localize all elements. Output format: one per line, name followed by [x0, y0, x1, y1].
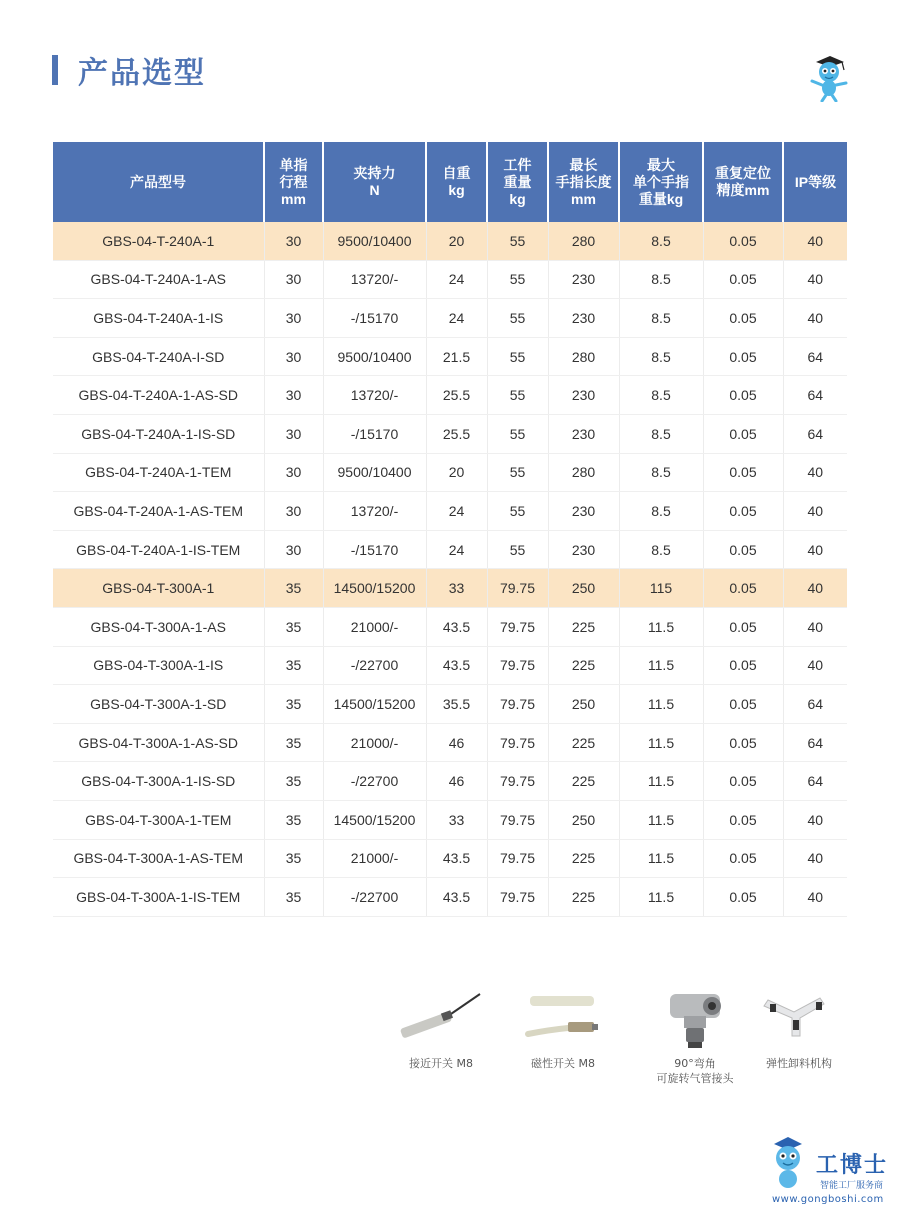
product-spec-table: [53, 142, 847, 917]
cell-ip: 40: [783, 260, 847, 299]
cell-payload: 79.75: [487, 646, 548, 685]
cell-payload: 79.75: [487, 878, 548, 917]
cell-force: 13720/-: [323, 492, 426, 531]
cell-model: GBS-04-T-240A-1: [53, 222, 264, 260]
cell-weight: 43.5: [426, 646, 487, 685]
cell-finger-wt: 8.5: [619, 299, 703, 338]
cell-stroke: 30: [264, 492, 323, 531]
cell-payload: 55: [487, 414, 548, 453]
title-accent-bar: [52, 55, 58, 85]
cell-model: GBS-04-T-300A-1-AS: [53, 607, 264, 646]
table-row: [53, 337, 847, 376]
cell-model: GBS-04-T-240A-1-TEM: [53, 453, 264, 492]
cell-model: GBS-04-T-300A-1-TEM: [53, 800, 264, 839]
column-header-line: kg: [509, 190, 526, 207]
cell-finger-wt: 8.5: [619, 530, 703, 569]
cell-weight: 25.5: [426, 414, 487, 453]
elbow-fitting-icon: [640, 990, 750, 1050]
cell-finger-len: 230: [548, 376, 619, 415]
cell-stroke: 30: [264, 453, 323, 492]
cell-stroke: 30: [264, 376, 323, 415]
cell-repeat: 0.05: [703, 376, 783, 415]
cell-repeat: 0.05: [703, 337, 783, 376]
table-row: [53, 569, 847, 608]
cell-stroke: 35: [264, 839, 323, 878]
cell-finger-len: 225: [548, 762, 619, 801]
cell-force: 9500/10400: [323, 337, 426, 376]
cell-ip: 40: [783, 453, 847, 492]
column-header-line: 重复定位: [715, 165, 771, 181]
table-row: [53, 762, 847, 801]
cell-ip: 64: [783, 685, 847, 724]
cell-payload: 79.75: [487, 685, 548, 724]
cell-finger-wt: 11.5: [619, 839, 703, 878]
cell-payload: 79.75: [487, 607, 548, 646]
cell-payload: 55: [487, 530, 548, 569]
accessory-proximity-switch: [386, 990, 496, 1071]
column-header-line: 夹持力: [353, 165, 396, 181]
cell-finger-wt: 11.5: [619, 607, 703, 646]
cell-model: GBS-04-T-300A-1-IS: [53, 646, 264, 685]
logo-tagline: 智能工厂服务商: [820, 1181, 884, 1191]
cell-finger-wt: 8.5: [619, 337, 703, 376]
column-header-line: 单指: [279, 156, 308, 173]
cell-weight: 43.5: [426, 839, 487, 878]
cell-model: GBS-04-T-240A-1-IS-SD: [53, 414, 264, 453]
cell-stroke: 35: [264, 878, 323, 917]
cell-finger-wt: 11.5: [619, 800, 703, 839]
column-header-line: mm: [571, 190, 596, 207]
table-row: [53, 839, 847, 878]
cell-finger-len: 280: [548, 222, 619, 260]
cell-weight: 24: [426, 530, 487, 569]
cell-stroke: 35: [264, 646, 323, 685]
cell-repeat: 0.05: [703, 569, 783, 608]
cell-repeat: 0.05: [703, 530, 783, 569]
cell-finger-len: 280: [548, 337, 619, 376]
cell-weight: 33: [426, 800, 487, 839]
cell-ip: 64: [783, 762, 847, 801]
cell-model: GBS-04-T-300A-1-IS-TEM: [53, 878, 264, 917]
cell-force: 21000/-: [323, 723, 426, 762]
cell-repeat: 0.05: [703, 222, 783, 260]
cell-finger-len: 225: [548, 723, 619, 762]
cell-stroke: 30: [264, 530, 323, 569]
column-header: [264, 142, 323, 222]
cell-weight: 35.5: [426, 685, 487, 724]
table-row: [53, 878, 847, 917]
table-row: [53, 414, 847, 453]
column-header-line: 精度mm: [716, 182, 770, 198]
spring-ejector-icon: [744, 990, 854, 1050]
cell-ip: 40: [783, 492, 847, 531]
cell-finger-wt: 8.5: [619, 492, 703, 531]
cell-finger-len: 225: [548, 839, 619, 878]
column-header: [703, 142, 783, 222]
cell-finger-wt: 11.5: [619, 646, 703, 685]
cell-weight: 46: [426, 762, 487, 801]
column-header: [53, 142, 264, 222]
cell-finger-wt: 8.5: [619, 222, 703, 260]
cell-force: 21000/-: [323, 839, 426, 878]
table-row: [53, 453, 847, 492]
cell-model: GBS-04-T-300A-1-AS-SD: [53, 723, 264, 762]
column-header-line: 最长: [569, 156, 598, 173]
cell-force: 14500/15200: [323, 569, 426, 608]
cell-ip: 40: [783, 569, 847, 608]
cell-ip: 40: [783, 878, 847, 917]
cell-weight: 20: [426, 222, 487, 260]
cell-finger-len: 225: [548, 878, 619, 917]
cell-finger-len: 280: [548, 453, 619, 492]
column-header: [487, 142, 548, 222]
cell-ip: 64: [783, 376, 847, 415]
column-header-line: 产品型号: [130, 173, 186, 190]
cell-model: GBS-04-T-240A-1-AS-TEM: [53, 492, 264, 531]
cell-weight: 25.5: [426, 376, 487, 415]
table-row: [53, 492, 847, 531]
cell-ip: 64: [783, 414, 847, 453]
cell-payload: 79.75: [487, 569, 548, 608]
column-header: [783, 142, 847, 222]
cell-ip: 40: [783, 530, 847, 569]
cell-force: 13720/-: [323, 376, 426, 415]
cell-finger-len: 250: [548, 685, 619, 724]
cell-model: GBS-04-T-300A-1-IS-SD: [53, 762, 264, 801]
cell-finger-wt: 11.5: [619, 762, 703, 801]
cell-stroke: 35: [264, 762, 323, 801]
mascot-icon: [806, 52, 850, 102]
cell-stroke: 35: [264, 569, 323, 608]
gongboshi-logo: [764, 1134, 894, 1210]
table-row: [53, 723, 847, 762]
column-header-line: mm: [281, 190, 306, 207]
table-row: [53, 800, 847, 839]
cell-stroke: 35: [264, 800, 323, 839]
cell-payload: 79.75: [487, 723, 548, 762]
cell-model: GBS-04-T-240A-1-AS-SD: [53, 376, 264, 415]
cell-repeat: 0.05: [703, 260, 783, 299]
cell-model: GBS-04-T-300A-1: [53, 569, 264, 608]
cell-force: 14500/15200: [323, 685, 426, 724]
cell-payload: 55: [487, 492, 548, 531]
cell-model: GBS-04-T-300A-1-SD: [53, 685, 264, 724]
cell-finger-len: 225: [548, 607, 619, 646]
logo-url: www.gongboshi.com: [772, 1194, 884, 1205]
column-header: [548, 142, 619, 222]
table-row: [53, 260, 847, 299]
column-header-line: 手指长度: [555, 173, 612, 190]
cell-payload: 79.75: [487, 762, 548, 801]
cell-weight: 43.5: [426, 878, 487, 917]
cell-repeat: 0.05: [703, 492, 783, 531]
cell-weight: 21.5: [426, 337, 487, 376]
cell-weight: 46: [426, 723, 487, 762]
cell-ip: 64: [783, 337, 847, 376]
cell-repeat: 0.05: [703, 762, 783, 801]
cell-repeat: 0.05: [703, 685, 783, 724]
cell-repeat: 0.05: [703, 453, 783, 492]
cell-weight: 43.5: [426, 607, 487, 646]
accessory-elbow-fitting: [640, 990, 750, 1086]
section-title: [52, 52, 206, 91]
cell-force: -/15170: [323, 299, 426, 338]
column-header: [426, 142, 487, 222]
cell-finger-wt: 8.5: [619, 453, 703, 492]
cell-ip: 40: [783, 222, 847, 260]
cell-finger-wt: 8.5: [619, 414, 703, 453]
cell-force: -/22700: [323, 878, 426, 917]
cell-force: -/15170: [323, 530, 426, 569]
cell-weight: 20: [426, 453, 487, 492]
cell-weight: 24: [426, 299, 487, 338]
table-row: [53, 222, 847, 260]
accessory-magnetic-switch: [508, 990, 618, 1071]
cell-repeat: 0.05: [703, 878, 783, 917]
cell-finger-len: 230: [548, 260, 619, 299]
cell-model: GBS-04-T-240A-1-IS-TEM: [53, 530, 264, 569]
logo-mascot-icon: [764, 1134, 814, 1192]
cell-force: 9500/10400: [323, 222, 426, 260]
cell-payload: 55: [487, 260, 548, 299]
table-row: [53, 530, 847, 569]
column-header: [323, 142, 426, 222]
cell-ip: 40: [783, 607, 847, 646]
cell-stroke: 30: [264, 299, 323, 338]
cell-repeat: 0.05: [703, 723, 783, 762]
column-header-line: 行程: [279, 173, 308, 190]
table-header-row: [53, 142, 847, 222]
cell-weight: 24: [426, 260, 487, 299]
cell-force: -/15170: [323, 414, 426, 453]
cell-finger-wt: 11.5: [619, 878, 703, 917]
accessory-label: 磁性开关 M8: [531, 1057, 595, 1070]
cell-force: -/22700: [323, 646, 426, 685]
column-header-line: kg: [448, 182, 465, 198]
magnetic-switch-icon: [508, 990, 618, 1050]
cell-finger-len: 250: [548, 800, 619, 839]
cell-repeat: 0.05: [703, 607, 783, 646]
proximity-switch-icon: [386, 990, 496, 1050]
table-row: [53, 376, 847, 415]
column-header-line: 最大: [647, 156, 675, 173]
cell-repeat: 0.05: [703, 839, 783, 878]
cell-finger-len: 230: [548, 492, 619, 531]
cell-payload: 55: [487, 222, 548, 260]
accessory-label: 弹性卸料机构: [766, 1057, 832, 1070]
cell-stroke: 30: [264, 414, 323, 453]
column-header-line: 重量kg: [638, 190, 684, 207]
table-row: [53, 299, 847, 338]
cell-weight: 33: [426, 569, 487, 608]
column-header-line: IP等级: [794, 173, 837, 190]
column-header-line: 自重: [442, 165, 471, 181]
cell-repeat: 0.05: [703, 414, 783, 453]
cell-payload: 55: [487, 376, 548, 415]
cell-force: 14500/15200: [323, 800, 426, 839]
cell-payload: 55: [487, 453, 548, 492]
cell-payload: 55: [487, 337, 548, 376]
cell-force: 9500/10400: [323, 453, 426, 492]
cell-force: 13720/-: [323, 260, 426, 299]
logo-name: 工博士: [816, 1153, 889, 1178]
column-header-line: N: [369, 182, 380, 198]
cell-stroke: 30: [264, 337, 323, 376]
cell-finger-len: 250: [548, 569, 619, 608]
cell-model: GBS-04-T-240A-1-IS: [53, 299, 264, 338]
cell-stroke: 30: [264, 260, 323, 299]
cell-model: GBS-04-T-240A-1-AS: [53, 260, 264, 299]
cell-force: 21000/-: [323, 607, 426, 646]
cell-ip: 40: [783, 839, 847, 878]
cell-stroke: 35: [264, 685, 323, 724]
cell-payload: 79.75: [487, 839, 548, 878]
cell-finger-wt: 8.5: [619, 260, 703, 299]
table-row: [53, 607, 847, 646]
cell-model: GBS-04-T-300A-1-AS-TEM: [53, 839, 264, 878]
column-header-line: 重量: [503, 173, 532, 190]
cell-finger-len: 225: [548, 646, 619, 685]
cell-repeat: 0.05: [703, 800, 783, 839]
cell-finger-wt: 11.5: [619, 685, 703, 724]
cell-payload: 79.75: [487, 800, 548, 839]
accessory-spring-ejector: [744, 990, 854, 1071]
page-title: 产品选型: [78, 56, 206, 91]
cell-finger-len: 230: [548, 530, 619, 569]
cell-finger-wt: 11.5: [619, 723, 703, 762]
table-row: [53, 685, 847, 724]
cell-finger-len: 230: [548, 299, 619, 338]
cell-weight: 24: [426, 492, 487, 531]
column-header-line: 单个手指: [633, 173, 689, 190]
accessory-label: 90°弯角 可旋转气管接头: [656, 1057, 734, 1085]
cell-stroke: 35: [264, 607, 323, 646]
cell-ip: 40: [783, 800, 847, 839]
cell-finger-wt: 8.5: [619, 376, 703, 415]
table-row: [53, 646, 847, 685]
cell-finger-len: 230: [548, 414, 619, 453]
cell-ip: 64: [783, 723, 847, 762]
column-header: [619, 142, 703, 222]
column-header-line: 工件: [503, 156, 532, 173]
cell-model: GBS-04-T-240A-I-SD: [53, 337, 264, 376]
cell-ip: 40: [783, 299, 847, 338]
cell-stroke: 35: [264, 723, 323, 762]
cell-payload: 55: [487, 299, 548, 338]
accessory-label: 接近开关 M8: [409, 1057, 473, 1070]
cell-ip: 40: [783, 646, 847, 685]
cell-repeat: 0.05: [703, 299, 783, 338]
cell-repeat: 0.05: [703, 646, 783, 685]
cell-stroke: 30: [264, 222, 323, 260]
cell-finger-wt: 115: [619, 569, 703, 608]
cell-force: -/22700: [323, 762, 426, 801]
